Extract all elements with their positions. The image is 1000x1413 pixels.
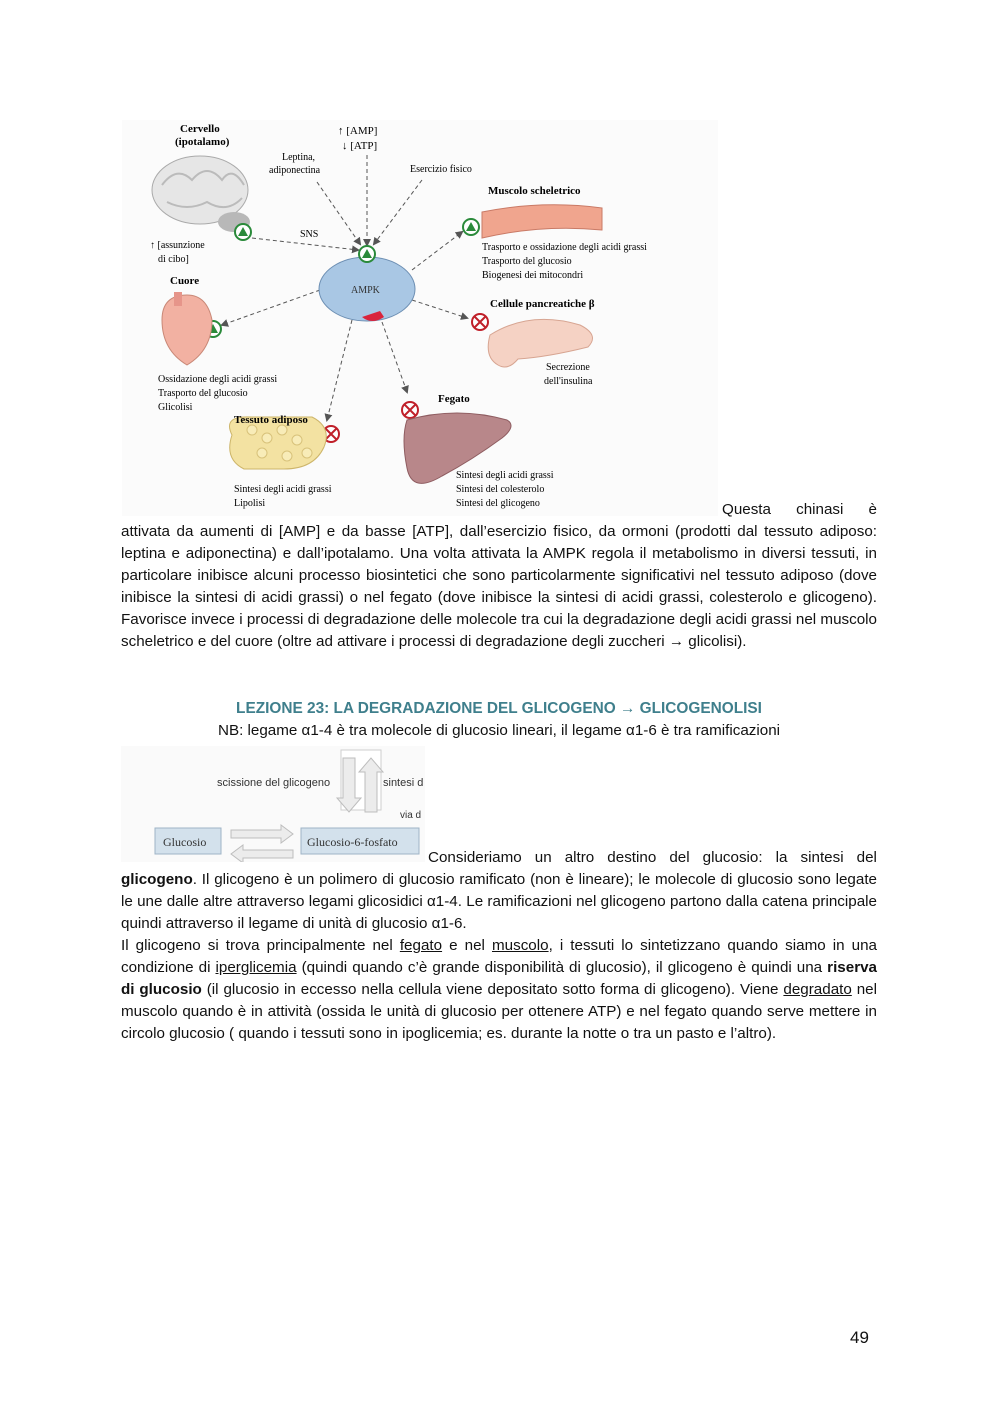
paragraph-1-first-line — [722, 499, 877, 521]
assunzione-label-2: di cibo] — [158, 254, 189, 265]
adipose-title: Tessuto adiposo — [234, 414, 308, 426]
underlined-term: degradato — [783, 981, 852, 998]
g6p-label: Glucosio-6-fosfato — [307, 835, 398, 849]
liver-line-3: Sintesi del glicogeno — [456, 498, 540, 509]
liver-line-2: Sintesi del colesterolo — [456, 484, 545, 495]
glucosio-label: Glucosio — [163, 835, 207, 849]
brain-title: Cervello — [180, 123, 220, 135]
word: del — [856, 849, 877, 866]
text-run: (quindi quando c’è grande disponibilità di glucosio), il glicogeno è quindi una — [296, 959, 828, 976]
brain-illustration — [152, 156, 250, 232]
word: sintesi — [800, 849, 844, 866]
pancreas-line-2: dell'insulina — [544, 376, 593, 387]
sns-label: SNS — [300, 229, 319, 240]
paragraph-1: attivata da aumenti di [AMP] e da basse [ATP], dall’esercizio fisico, da ormoni (prodotti dal tessuto adiposo: leptina e adiponectina) e dall’ipotalamo. Una volta attivata la AMPK regola il metabolismo in diversi tessuti, in particolare inibisce alcuni processo biosintetici che sono particolarmente significativi nel tessuto adiposo (dove inibisce la sintesi di acidi grassi) o nel fegato (dove inibisce la sintesi di acidi grassi, colesterolo e glicogeno). Favorisce invece i processi di degradazione delle molecole tra cui la degradazione degli acidi grassi nel muscolo scheletrico e del cuore (oltre ad attivare i processi di degradazione degli zuccheri → glicolisi). — [121, 523, 877, 650]
muscle-illustration — [482, 205, 602, 238]
leptina-label: Leptina, — [282, 152, 316, 163]
heart-illustration — [162, 292, 212, 365]
glycogen-diagram — [121, 746, 425, 862]
muscle-title: Muscolo scheletrico — [488, 185, 581, 197]
underlined-term: muscolo — [492, 937, 549, 954]
ampk-label: AMPK — [351, 285, 380, 296]
heart-line-3: Glicolisi — [158, 402, 193, 413]
word: è — [868, 501, 877, 518]
pancreas-illustration — [488, 319, 592, 367]
esercizio-label: Esercizio fisico — [410, 164, 472, 175]
muscle-line-1: Trasporto e ossidazione degli acidi grassi — [482, 242, 647, 253]
word: la — [775, 849, 788, 866]
word: altro — [564, 849, 595, 866]
assunzione-label-1: ↑ [assunzione — [150, 240, 205, 251]
ampk-diagram-svg — [122, 120, 718, 516]
word: chinasi — [796, 501, 844, 518]
text-run: (il glucosio in eccesso nella cellula viene depositato sotto forma di glicogeno). Viene — [201, 981, 784, 998]
bold-term: riserva di glucosio — [121, 959, 877, 998]
word: destino — [607, 849, 657, 866]
text-run: . Il glicogeno è un polimero di glucosio ramificato (non è lineare); le molecole di glucosio sono legate le une dalle altre attraverso legami glicosidici α1-4. Le ramificazioni nel glicogeno partono dalla catena principale quindi attraverso il legame di unità di glucosio α1-6. — [121, 871, 877, 932]
word: un — [534, 849, 552, 866]
word: glucosio: — [702, 849, 763, 866]
pancreas-title: Cellule pancreatiche β — [490, 298, 595, 310]
heart-line-2: Trasporto del glucosio — [158, 388, 248, 399]
adiponectina-label: adiponectina — [269, 165, 321, 176]
page-number: 49 — [850, 1328, 869, 1347]
bold-term: glicogeno — [121, 871, 193, 888]
paragraph-2 — [121, 869, 877, 935]
underlined-term: fegato — [399, 937, 443, 954]
amp-label: ↑ [AMP] — [338, 125, 378, 137]
via-label: via d — [400, 810, 422, 821]
underlined-term: iperglicemia — [215, 959, 297, 976]
scissione-label: scissione del glicogeno — [217, 777, 331, 789]
glycogen-diagram-svg — [121, 746, 425, 862]
text-run: e nel — [442, 937, 492, 954]
text-run: Il glicogeno si trova principalmente nel — [121, 937, 400, 954]
muscle-line-2: Trasporto del glucosio — [482, 256, 572, 267]
adipose-line-1: Sintesi degli acidi grassi — [234, 484, 332, 495]
word: del — [669, 849, 690, 866]
word: Consideriamo — [428, 849, 522, 866]
muscle-line-3: Biogenesi dei mitocondri — [482, 270, 584, 281]
word: Questa — [722, 501, 771, 518]
sintesi-label: sintesi d — [383, 777, 424, 789]
text-run: , i tessuti lo sintetizzano quando siamo in una condizione di — [121, 937, 878, 976]
brain-subtitle: (ipotalamo) — [175, 136, 230, 148]
paragraph-3 — [121, 935, 877, 1045]
heart-title: Cuore — [170, 275, 200, 287]
liver-title: Fegato — [438, 393, 470, 405]
atp-label: ↓ [ATP] — [342, 140, 378, 152]
heart-line-1: Ossidazione degli acidi grassi — [158, 374, 278, 385]
pancreas-line-1: Secrezione — [546, 362, 590, 373]
lesson-heading: LEZIONE 23: LA DEGRADAZIONE DEL GLICOGENO → GLICOGENOLISI — [236, 700, 762, 717]
text-run: nel muscolo quando è in attività (ossida le unità di glucosio per ottenere ATP) e nel fegato quando serve mettere in circolo glucosio ( quando i tessuti sono in ipoglicemia; es. durante la notte o tra un pasto e l’altro). — [121, 981, 877, 1042]
nb-note: NB: legame α1-4 è tra molecole di glucosio lineari, il legame α1-6 è tra ramificazioni — [217, 722, 781, 739]
liver-line-1: Sintesi degli acidi grassi — [456, 470, 554, 481]
paragraph-2-first-line — [428, 847, 877, 869]
adipose-line-2: Lipolisi — [234, 498, 266, 509]
ampk-diagram — [122, 120, 718, 516]
